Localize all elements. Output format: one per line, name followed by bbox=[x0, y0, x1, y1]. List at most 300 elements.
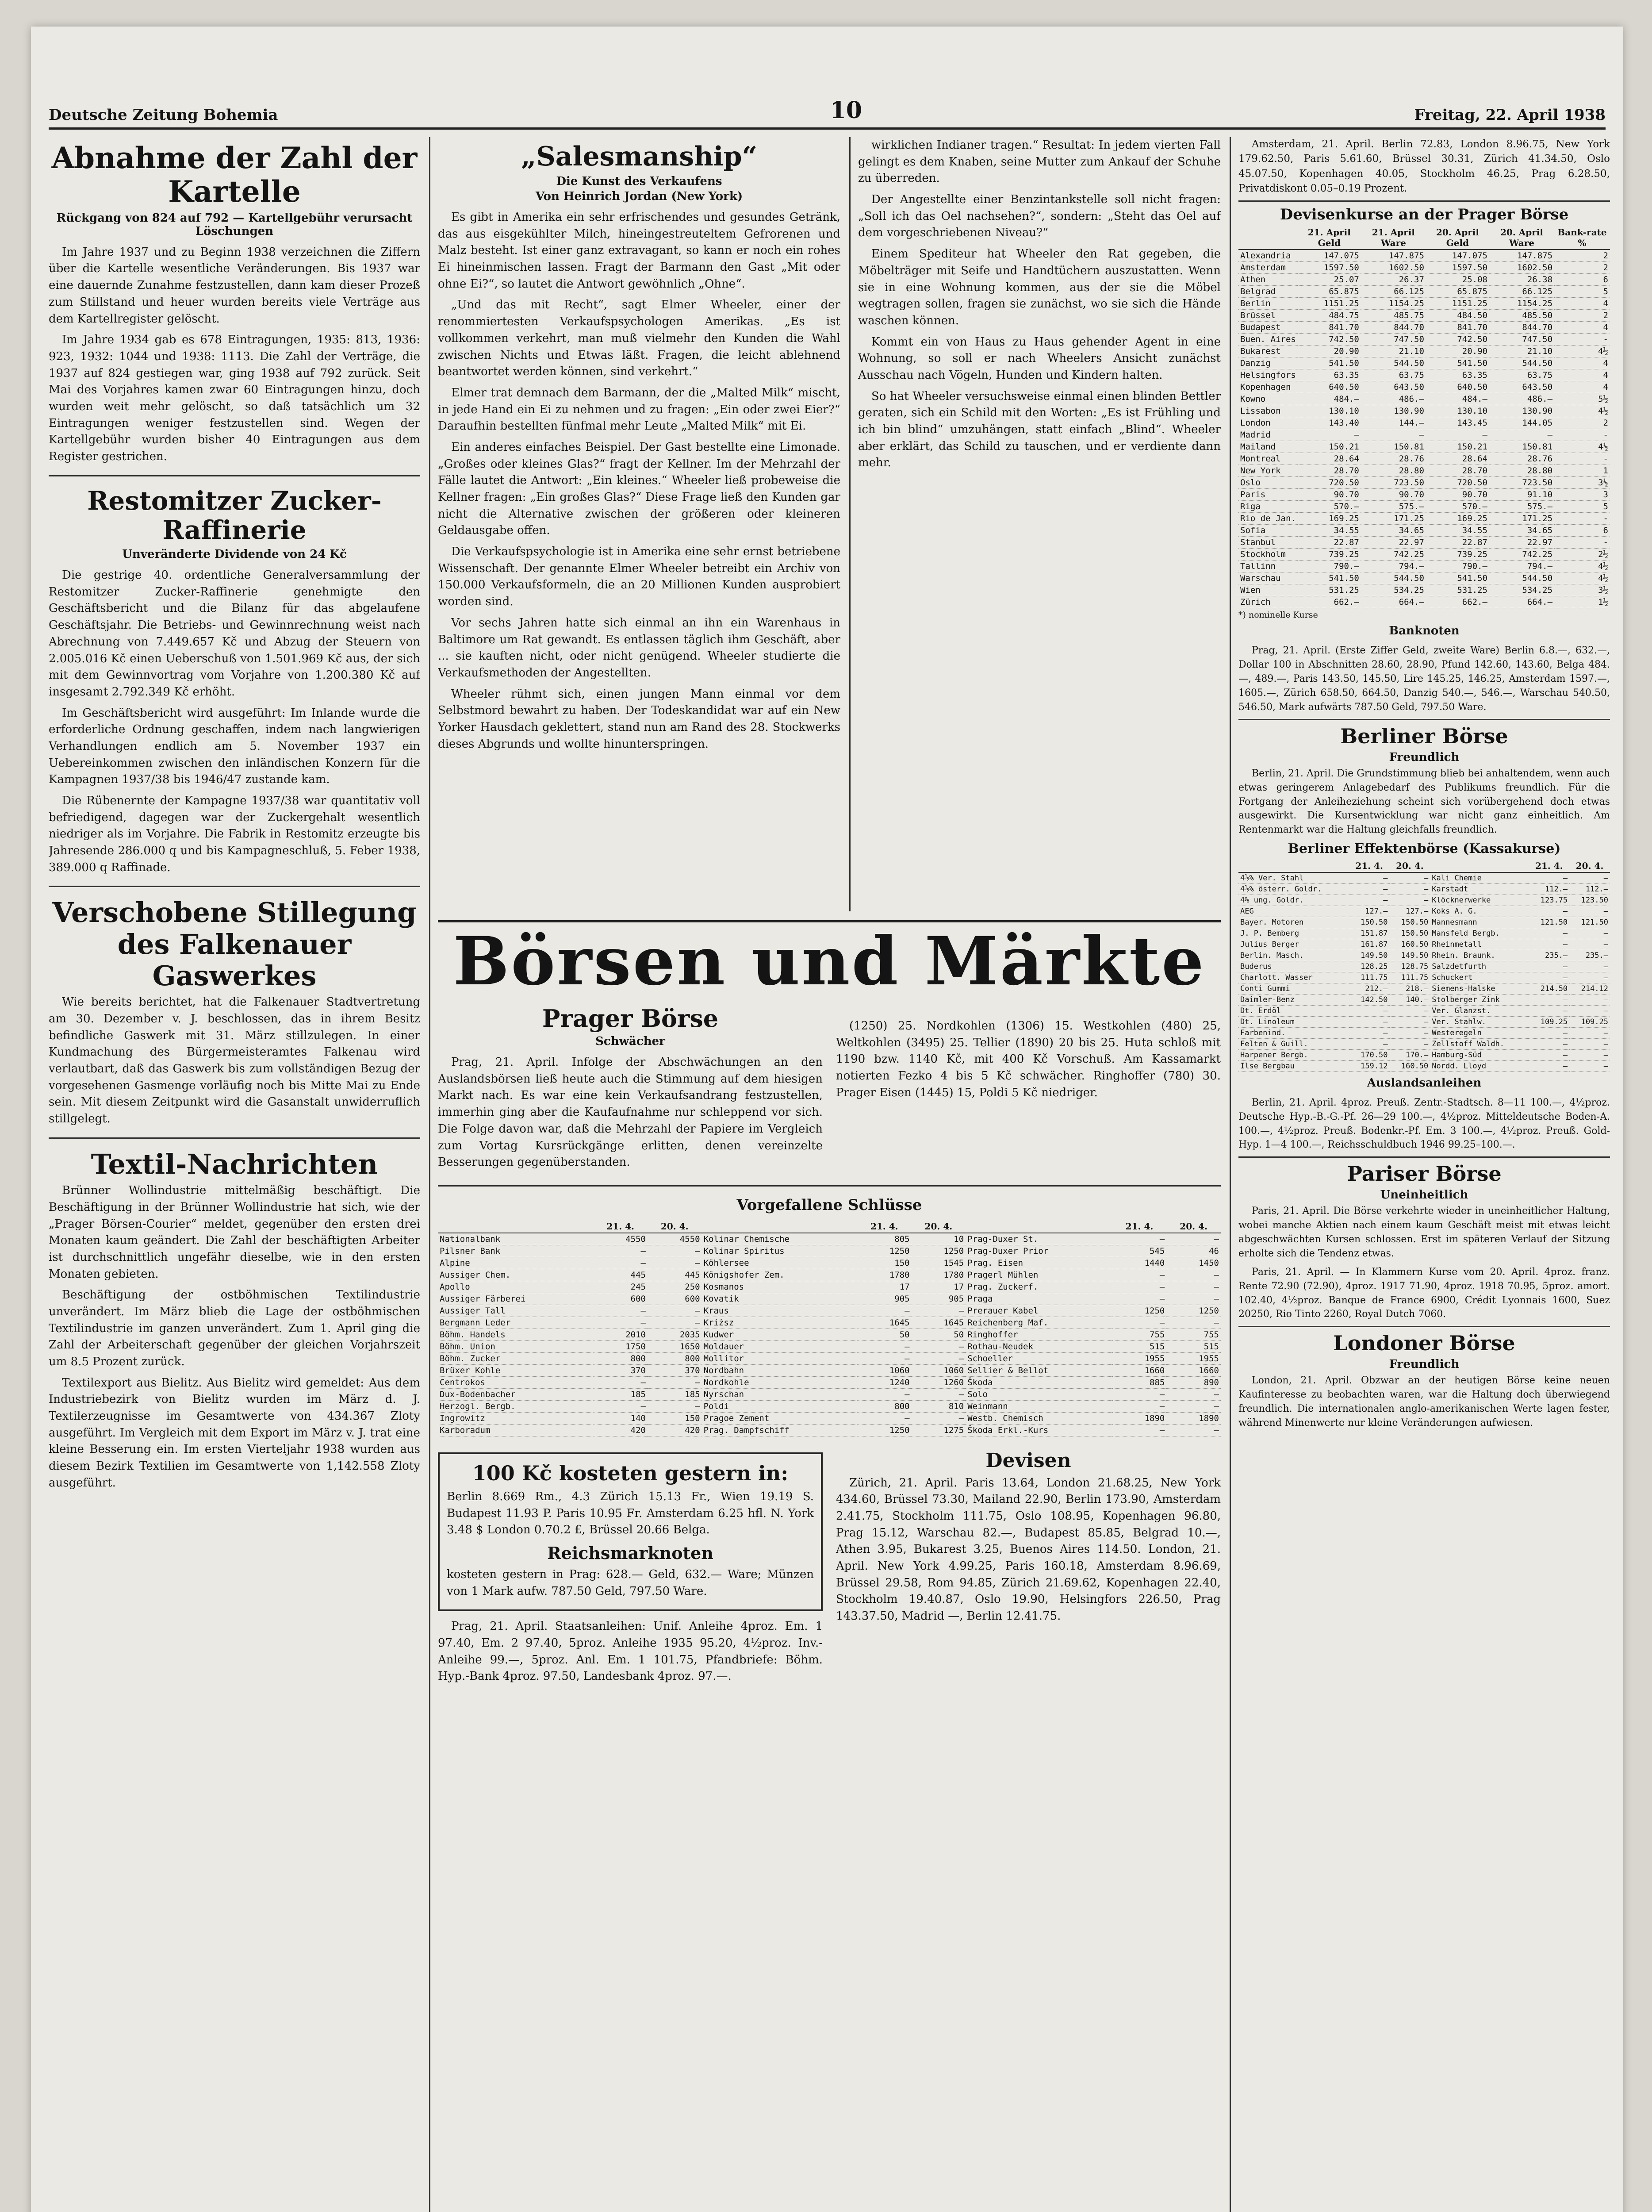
table-cell: 151.87 bbox=[1349, 928, 1390, 939]
table-cell: 1890 bbox=[1166, 1412, 1221, 1424]
table-cell: 794.— bbox=[1361, 561, 1426, 572]
table-cell: Centrokos bbox=[438, 1376, 593, 1388]
table-row bbox=[1238, 525, 1610, 537]
table-cell: Berlin. Masch. bbox=[1238, 950, 1349, 961]
table-cell: 1545 bbox=[912, 1257, 966, 1269]
table-header-cell bbox=[1238, 226, 1298, 250]
article-paragraph: Elmer trat demnach dem Barmann, der die „Malted Milk“ mischt, in jede Hand ein Ei zu nehmen und zu fragen: „Ein oder zwei Eier?“ Daraufhin bestellten fünfmal mehr Leute „Malted Milk“ mit Ei. bbox=[438, 386, 840, 433]
table-cell: Weinmann bbox=[966, 1400, 1112, 1412]
table-cell: 575.— bbox=[1361, 501, 1426, 513]
table-cell: 485.75 bbox=[1361, 310, 1426, 322]
table-cell: 1250 bbox=[857, 1424, 912, 1436]
page-number: 10 bbox=[830, 97, 862, 124]
table-cell: 544.50 bbox=[1489, 357, 1554, 369]
table-row bbox=[1238, 501, 1610, 513]
table-cell: 28.64 bbox=[1298, 453, 1361, 465]
table-cell: 4½ bbox=[1554, 572, 1610, 584]
table-cell: 790.— bbox=[1426, 561, 1489, 572]
table-cell: 742.50 bbox=[1426, 334, 1489, 346]
table-cell: — bbox=[857, 1412, 912, 1424]
table-cell: Kopenhagen bbox=[1238, 381, 1298, 393]
table-row bbox=[438, 1388, 1221, 1400]
table-cell: 28.80 bbox=[1489, 465, 1554, 477]
table-cell: Zellstoff Waldh. bbox=[1430, 1038, 1529, 1049]
table-cell: 1645 bbox=[857, 1317, 912, 1329]
table-cell: 2 bbox=[1554, 250, 1610, 262]
table-cell: Kali Chemie bbox=[1430, 872, 1529, 884]
table-cell: 723.50 bbox=[1361, 477, 1426, 489]
table-cell: 755 bbox=[1112, 1329, 1167, 1340]
article-headline: Pariser Börse bbox=[1347, 1162, 1502, 1186]
article-paragraph: Zürich, 21. April. Paris 13.64, London 21.68.25, New York 434.60, Brüssel 73.30, Mailand 22.90, Berlin 173.90, Amsterdam 2.41.75, Stockholm 111.75, Oslo 108.95, Kopenhagen 96.80, Prag 15.12, Warschau 82.—, Budapest 85.85, Belgrad 10.—, Athen 3.95, Bukarest 3.25, Buenos Aires 114.50. London, 21. April. New York 4.99.25, Paris 160.18, Amsterdam 8.96.69, Brüssel 29.58, Rom 94.85, Zürich 21.69.62, Kopenhagen 22.40, Stockholm 19.40.87, Oslo 19.90, Helsingfors 226.50, Prag 143.37.50, Madrid —, Berlin 12.41.75. bbox=[836, 1476, 1221, 1623]
table-cell: — bbox=[648, 1317, 702, 1329]
table-row bbox=[438, 1352, 1221, 1364]
table-cell: — bbox=[1349, 1038, 1390, 1049]
table-row bbox=[1238, 1016, 1610, 1027]
table-row bbox=[1238, 906, 1610, 917]
box-text: Berlin 8.669 Rm., 4.3 Zürich 15.13 Fr., Wien 19.19 S. Budapest 11.93 P. Paris 10.95 Fr. Amsterdam 6.25 hfl. N. York 3.48 $ London 0.70.2 £, Brüssel 20.66 Belga. bbox=[447, 1490, 814, 1537]
table-cell: Zürich bbox=[1238, 596, 1298, 608]
table-title: Vorgefallene Schlüsse bbox=[736, 1196, 922, 1214]
table-cell: 4 bbox=[1554, 298, 1610, 310]
table-cell: 250 bbox=[648, 1281, 702, 1293]
table-cell: 130.10 bbox=[1426, 405, 1489, 417]
table-cell: 844.70 bbox=[1489, 322, 1554, 334]
table-cell: Harpener Bergb. bbox=[1238, 1049, 1349, 1060]
table-cell: - bbox=[1554, 453, 1610, 465]
table-cell: 28.76 bbox=[1361, 453, 1426, 465]
article-paragraph: London, 21. April. Obzwar an der heutigen Börse keine neuen Kaufinteresse zu beobachten waren, war die Haltung doch überwiegend freundlich. Die internationalen anglo-amerikanischen Werte lagen fester, während Minenwerte nur kleine Veränderungen aufwiesen. bbox=[1238, 1375, 1610, 1429]
table-cell: — bbox=[1569, 928, 1610, 939]
table-cell: Kovatik bbox=[702, 1293, 857, 1305]
table-cell: 1645 bbox=[912, 1317, 966, 1329]
article-paragraph: Wie bereits berichtet, hat die Falkenauer Stadtvertretung am 30. Dezember v. J. beschlossen, das in ihrem Besitz befindliche Gaswerk mit 31. März stillzulegen. In einer Kundmachung des Bürgermeisteramtes Falkenau wird verlautbart, daß das Gaswerk bis zum vollständigen Bezug der vorgesehenen Gasmenge vorläufig noch bis Mitte Mai zu Ende sein. Mit diesem Zeitpunkt wird die Gasanstalt unwiderruflich stillgelegt. bbox=[49, 995, 420, 1126]
table-cell: 140.— bbox=[1390, 994, 1430, 1005]
table-cell: Ilse Bergbau bbox=[1238, 1060, 1349, 1071]
table-header-cell: 21. 4. bbox=[1112, 1220, 1167, 1233]
table-cell: Bayer. Motoren bbox=[1238, 917, 1349, 928]
table-cell: 3½ bbox=[1554, 584, 1610, 596]
table-cell: — bbox=[912, 1352, 966, 1364]
table-row bbox=[1238, 1060, 1610, 1071]
table-cell: 640.50 bbox=[1298, 381, 1361, 393]
table-cell: 25.08 bbox=[1426, 274, 1489, 286]
table-cell: 147.875 bbox=[1489, 250, 1554, 262]
table-cell: 4550 bbox=[648, 1233, 702, 1245]
table-cell: 235.— bbox=[1529, 950, 1569, 961]
table-header-cell: 20. 4. bbox=[912, 1220, 966, 1233]
table-cell: 1602.50 bbox=[1489, 262, 1554, 274]
article-paragraph: Amsterdam, 21. April. Berlin 72.83, London 8.96.75, New York 179.62.50, Paris 5.61.60, Brüssel 30.31, Zürich 41.34.50, Oslo 45.07.50, Kopenhagen 40.05, Stockholm 46.25, Prag 6.28.50, Privatdiskont 0.05–0.19 Prozent. bbox=[1238, 138, 1610, 195]
table-row bbox=[1238, 274, 1610, 286]
table-cell: 4% ung. Goldr. bbox=[1238, 895, 1349, 906]
table-cell: 22.97 bbox=[1361, 537, 1426, 549]
table-row bbox=[1238, 417, 1610, 429]
table-row bbox=[1238, 549, 1610, 561]
table-cell: 1250 bbox=[1112, 1305, 1167, 1317]
table-cell: 34.65 bbox=[1489, 525, 1554, 537]
divider bbox=[49, 475, 420, 476]
table-cell: 63.75 bbox=[1489, 369, 1554, 381]
table-row bbox=[1238, 872, 1610, 884]
table-header-cell: 20. 4. bbox=[1166, 1220, 1221, 1233]
table-cell: Kowno bbox=[1238, 393, 1298, 405]
table-cell: Riga bbox=[1238, 501, 1298, 513]
table-cell: 2 bbox=[1554, 262, 1610, 274]
table-cell: 905 bbox=[857, 1293, 912, 1305]
table-cell: 130.90 bbox=[1361, 405, 1426, 417]
table-cell: 1597.50 bbox=[1298, 262, 1361, 274]
table-cell: — bbox=[1390, 872, 1430, 884]
table-row bbox=[1238, 1049, 1610, 1060]
table-cell: — bbox=[1529, 1060, 1569, 1071]
article-paragraph: Die Rübenernte der Kampagne 1937/38 war quantitativ voll befriedigend, dagegen war der Zuckergehalt wesentlich niedriger als im Vorjahre. Die Fabrik in Restomitz erzeugte bis Jahresende 286.000 q und bis Kampagneschluß, 5. Feber 1938, 389.000 q Raffinade. bbox=[49, 794, 420, 874]
table-cell: 544.50 bbox=[1489, 572, 1554, 584]
table-cell: 161.87 bbox=[1349, 939, 1390, 950]
table-cell: Pragerl Mühlen bbox=[966, 1269, 1112, 1281]
table-cell: 486.— bbox=[1489, 393, 1554, 405]
table-cell: 723.50 bbox=[1489, 477, 1554, 489]
table-cell: 2½ bbox=[1554, 549, 1610, 561]
table-cell: Aussiger Färberei bbox=[438, 1293, 593, 1305]
table-cell: — bbox=[1569, 972, 1610, 983]
kc-rates-box bbox=[438, 1452, 823, 1611]
table-cell: 171.25 bbox=[1361, 513, 1426, 525]
table-cell: 2 bbox=[1554, 417, 1610, 429]
table-cell: 28.64 bbox=[1426, 453, 1489, 465]
table-cell: — bbox=[593, 1245, 648, 1257]
table-cell: — bbox=[1569, 1005, 1610, 1016]
table-cell: Nyrschan bbox=[702, 1388, 857, 1400]
table-cell: — bbox=[1390, 1016, 1430, 1027]
table-cell: 20.90 bbox=[1426, 346, 1489, 357]
table-cell: Böhm. Union bbox=[438, 1340, 593, 1352]
table-cell: Bergmann Leder bbox=[438, 1317, 593, 1329]
table-cell: 570.— bbox=[1426, 501, 1489, 513]
table-header-cell bbox=[966, 1220, 1112, 1233]
table-cell: 140 bbox=[593, 1412, 648, 1424]
table-row bbox=[1238, 453, 1610, 465]
table-row bbox=[1238, 917, 1610, 928]
table-cell: 66.125 bbox=[1361, 286, 1426, 298]
table-cell: 1440 bbox=[1112, 1257, 1167, 1269]
table-cell: — bbox=[912, 1340, 966, 1352]
table-cell: Kudwer bbox=[702, 1329, 857, 1340]
table-cell: Mansfeld Bergb. bbox=[1430, 928, 1529, 939]
table-cell: 534.25 bbox=[1489, 584, 1554, 596]
table-cell: — bbox=[648, 1305, 702, 1317]
table-cell: 1060 bbox=[857, 1364, 912, 1376]
table-cell: 128.75 bbox=[1390, 961, 1430, 972]
table-row bbox=[1238, 346, 1610, 357]
table-cell: 662.— bbox=[1426, 596, 1489, 608]
table-cell: — bbox=[1349, 895, 1390, 906]
table-cell: Koks A. G. bbox=[1430, 906, 1529, 917]
table-cell: 4½% österr. Goldr. bbox=[1238, 883, 1349, 895]
table-cell: — bbox=[1349, 1016, 1390, 1027]
table-cell: — bbox=[912, 1305, 966, 1317]
table-cell: Stanbul bbox=[1238, 537, 1298, 549]
table-cell: 1955 bbox=[1112, 1352, 1167, 1364]
table-cell: 26.37 bbox=[1361, 274, 1426, 286]
table-cell: — bbox=[1112, 1317, 1167, 1329]
table-cell: — bbox=[1569, 961, 1610, 972]
table-cell: 170.— bbox=[1390, 1049, 1430, 1060]
table-cell: 1250 bbox=[912, 1245, 966, 1257]
table-cell: 4 bbox=[1554, 357, 1610, 369]
table-cell: — bbox=[648, 1245, 702, 1257]
table-cell: 484.— bbox=[1426, 393, 1489, 405]
table-row bbox=[1238, 489, 1610, 501]
table-cell: 1780 bbox=[912, 1269, 966, 1281]
table-cell: — bbox=[1112, 1388, 1167, 1400]
table-cell: 214.12 bbox=[1569, 983, 1610, 994]
table-cell: 34.55 bbox=[1426, 525, 1489, 537]
table-header-cell bbox=[438, 1220, 593, 1233]
table-cell: 127.— bbox=[1390, 906, 1430, 917]
table-cell: — bbox=[857, 1388, 912, 1400]
table-cell: 1602.50 bbox=[1361, 262, 1426, 274]
table-header-row bbox=[438, 1220, 1221, 1233]
table-cell: — bbox=[1489, 429, 1554, 441]
table-cell: — bbox=[1112, 1269, 1167, 1281]
table-cell: — bbox=[1529, 1049, 1569, 1060]
table-cell: 50 bbox=[857, 1329, 912, 1340]
table-cell: 169.25 bbox=[1426, 513, 1489, 525]
table-cell: — bbox=[1349, 872, 1390, 884]
table-cell: 810 bbox=[912, 1400, 966, 1412]
table-cell: Dt. Erdöl bbox=[1238, 1005, 1349, 1016]
table-cell: — bbox=[1569, 1049, 1610, 1060]
table-cell: 147.075 bbox=[1298, 250, 1361, 262]
table-row bbox=[1238, 537, 1610, 549]
table-cell: 169.25 bbox=[1298, 513, 1361, 525]
table-cell: — bbox=[1529, 928, 1569, 939]
table-cell: 445 bbox=[593, 1269, 648, 1281]
table-row bbox=[1238, 950, 1610, 961]
table-cell: Prag. Eisen bbox=[966, 1257, 1112, 1269]
table-cell: 531.25 bbox=[1298, 584, 1361, 596]
table-cell: 25.07 bbox=[1298, 274, 1361, 286]
table-cell: 890 bbox=[1166, 1376, 1221, 1388]
table-row bbox=[1238, 972, 1610, 983]
table-cell: Karstadt bbox=[1430, 883, 1529, 895]
table-cell: — bbox=[1166, 1281, 1221, 1293]
table-cell: 1597.50 bbox=[1426, 262, 1489, 274]
table-cell: 128.25 bbox=[1349, 961, 1390, 972]
table-cell: 484.— bbox=[1298, 393, 1361, 405]
table-cell: Kraus bbox=[702, 1305, 857, 1317]
table-cell: 28.76 bbox=[1489, 453, 1554, 465]
table-cell: — bbox=[1112, 1424, 1167, 1436]
table-cell: 747.50 bbox=[1361, 334, 1426, 346]
table-cell: Montreal bbox=[1238, 453, 1298, 465]
table-cell: Charlott. Wasser bbox=[1238, 972, 1349, 983]
article-paragraph: Vor sechs Jahren hatte sich einmal an ihn ein Warenhaus in Baltimore um Rat gewandt. Es entlassen täglich ihm Geschäft, aber ... sie kauften nicht, oder nicht genügend. Wheeler studierte die Verkaufsmethoden der Angestellten. bbox=[438, 616, 840, 680]
table-cell: 4½ bbox=[1554, 346, 1610, 357]
table-cell: 150 bbox=[857, 1257, 912, 1269]
schluss-table bbox=[438, 1220, 1221, 1436]
column-2-continued bbox=[858, 137, 1221, 911]
table-cell: 534.25 bbox=[1361, 584, 1426, 596]
table-cell: Sellier & Bellot bbox=[966, 1364, 1112, 1376]
table-cell: Köhlersee bbox=[702, 1257, 857, 1269]
table-cell: — bbox=[648, 1400, 702, 1412]
table-cell: 841.70 bbox=[1298, 322, 1361, 334]
table-cell: Rhein. Braunk. bbox=[1430, 950, 1529, 961]
table-cell: Madrid bbox=[1238, 429, 1298, 441]
table-cell: 2035 bbox=[648, 1329, 702, 1340]
table-cell: — bbox=[1529, 1005, 1569, 1016]
table-cell: 1154.25 bbox=[1489, 298, 1554, 310]
table-cell: 22.87 bbox=[1298, 537, 1361, 549]
table-row bbox=[1238, 883, 1610, 895]
table-row bbox=[1238, 465, 1610, 477]
article-subheadline: Die Kunst des Verkaufens bbox=[556, 175, 722, 188]
table-cell: Stockholm bbox=[1238, 549, 1298, 561]
table-cell: 91.10 bbox=[1489, 489, 1554, 501]
table-header-cell bbox=[1238, 860, 1349, 872]
table-row bbox=[1238, 1005, 1610, 1016]
table-cell: — bbox=[1361, 429, 1426, 441]
table-cell: 6 bbox=[1554, 274, 1610, 286]
table-row bbox=[438, 1293, 1221, 1305]
table-header-row bbox=[1238, 226, 1610, 250]
box-subtitle: Reichsmarknoten bbox=[547, 1543, 713, 1563]
table-cell: 121.50 bbox=[1529, 917, 1569, 928]
table-cell: 805 bbox=[857, 1233, 912, 1245]
article-paragraph: Berlin, 21. April. Die Grundstimmung blieb bei anhaltendem, wenn auch etwas geringerem Anlagebedarf des Publikums freundlich. Für die Fortgang der Anleiheziehung scheint sich vorübergehend doch etwas ausgewirkt. Die Kursentwicklung war nicht ganz einheitlich. Am Rentenmarkt war die Haltung gleichfalls freundlich. bbox=[1238, 768, 1610, 836]
table-cell: 794.— bbox=[1489, 561, 1554, 572]
article-subheadline: Freundlich bbox=[1389, 750, 1460, 764]
table-cell: 1660 bbox=[1166, 1364, 1221, 1376]
table-cell: Mannesmann bbox=[1430, 917, 1529, 928]
section-banner: Börsen und Märkte bbox=[453, 922, 1206, 1000]
table-cell: London bbox=[1238, 417, 1298, 429]
table-cell: 1780 bbox=[857, 1269, 912, 1281]
table-cell: Oslo bbox=[1238, 477, 1298, 489]
table-cell: Paris bbox=[1238, 489, 1298, 501]
table-row bbox=[1238, 334, 1610, 346]
table-cell: 90.70 bbox=[1426, 489, 1489, 501]
table-header-cell: 21. April Geld bbox=[1298, 226, 1361, 250]
article-paragraph: wirklichen Indianer tragen.“ Resultat: In jedem vierten Fall gelingt es dem Knaben, seine Mutter zum Ankauf der Schuhe zu überreden. bbox=[858, 138, 1221, 185]
table-cell: 486.— bbox=[1361, 393, 1426, 405]
table-cell: — bbox=[1112, 1281, 1167, 1293]
table-row bbox=[438, 1269, 1221, 1281]
table-cell: — bbox=[1569, 939, 1610, 950]
divider bbox=[1238, 1326, 1610, 1327]
table-row bbox=[1238, 369, 1610, 381]
table-cell: 4½% Ver. Stahl bbox=[1238, 872, 1349, 884]
table-cell: 905 bbox=[912, 1293, 966, 1305]
table-cell: 144.05 bbox=[1489, 417, 1554, 429]
table-cell: 28.70 bbox=[1426, 465, 1489, 477]
article-paragraph: „Und das mit Recht“, sagt Elmer Wheeler, einer der renommiertesten Verkaufspsychologen Amerikas. „Es ist vollkommen verkehrt, man muß vielmehr den Kunden die Wahl zwischen Nichts und Etwas läßt. Fragen, die leicht ablehnend beantwortet werden können, sind verkehrt.“ bbox=[438, 298, 840, 379]
box-title: 100 Kč kosteten gestern in: bbox=[472, 1461, 789, 1485]
table-cell: 742.25 bbox=[1361, 549, 1426, 561]
table-cell: Belgrad bbox=[1238, 286, 1298, 298]
table-cell: Böhm. Zucker bbox=[438, 1352, 593, 1364]
table-cell: 159.12 bbox=[1349, 1060, 1390, 1071]
table-cell: — bbox=[1390, 1038, 1430, 1049]
table-cell: Stolberger Zink bbox=[1430, 994, 1529, 1005]
table-cell: Felten & Guill. bbox=[1238, 1038, 1349, 1049]
table-cell: Berlin bbox=[1238, 298, 1298, 310]
table-cell: 112.— bbox=[1569, 883, 1610, 895]
table-cell: 26.38 bbox=[1489, 274, 1554, 286]
table-cell: — bbox=[1390, 1005, 1430, 1016]
table-row bbox=[1238, 939, 1610, 950]
table-cell: 160.50 bbox=[1390, 939, 1430, 950]
table-cell: Karboradum bbox=[438, 1424, 593, 1436]
table-cell: — bbox=[593, 1400, 648, 1412]
table-cell: — bbox=[857, 1305, 912, 1317]
table-cell: 1250 bbox=[857, 1245, 912, 1257]
table-cell: Böhm. Handels bbox=[438, 1329, 593, 1340]
table-cell: 1½ bbox=[1554, 596, 1610, 608]
table-cell: 541.50 bbox=[1426, 572, 1489, 584]
table-cell: Schuckert bbox=[1430, 972, 1529, 983]
table-cell: - bbox=[1554, 429, 1610, 441]
table-cell: 22.97 bbox=[1489, 537, 1554, 549]
table-row bbox=[1238, 357, 1610, 369]
table-cell: 150.50 bbox=[1390, 917, 1430, 928]
table-cell: 484.75 bbox=[1298, 310, 1361, 322]
table-row bbox=[1238, 286, 1610, 298]
table-cell: 800 bbox=[648, 1352, 702, 1364]
table-cell: — bbox=[1529, 1038, 1569, 1049]
table-row bbox=[1238, 298, 1610, 310]
section-subtitle: Auslandsanleihen bbox=[1367, 1076, 1482, 1090]
column-2 bbox=[438, 137, 840, 911]
table-cell: 720.50 bbox=[1298, 477, 1361, 489]
table-cell: Solo bbox=[966, 1388, 1112, 1400]
table-cell: 485.50 bbox=[1489, 310, 1554, 322]
table-cell: Farbenind. bbox=[1238, 1027, 1349, 1038]
table-cell: 147.075 bbox=[1426, 250, 1489, 262]
table-cell: Rothau-Neudek bbox=[966, 1340, 1112, 1352]
table-cell: 214.50 bbox=[1529, 983, 1569, 994]
table-cell: — bbox=[593, 1376, 648, 1388]
table-row bbox=[1238, 1027, 1610, 1038]
table-cell: 171.25 bbox=[1489, 513, 1554, 525]
table-cell: Ver. Stahlw. bbox=[1430, 1016, 1529, 1027]
table-cell: Bukarest bbox=[1238, 346, 1298, 357]
table-cell: 1240 bbox=[857, 1376, 912, 1388]
table-cell: 739.25 bbox=[1426, 549, 1489, 561]
table-cell: Julius Berger bbox=[1238, 939, 1349, 950]
table-cell: Dt. Linoleum bbox=[1238, 1016, 1349, 1027]
divider bbox=[49, 1137, 420, 1139]
table-header-cell: 21. April Ware bbox=[1361, 226, 1426, 250]
table-cell: 1275 bbox=[912, 1424, 966, 1436]
table-cell: Brüssel bbox=[1238, 310, 1298, 322]
article-paragraph: Textilexport aus Bielitz. Aus Bielitz wird gemeldet: Aus dem Industriebezirk von Bielitz wurden im März d. J. Textilerzeugnisse im Gesamtwerte von 434.367 Zloty ausgeführt. Im Vergleich mit dem Export im März v. J. trat eine kleine Besserung ein. Im ersten Vierteljahr 1938 wurden aus diesem Bezirk Textilien im Gesamtwerte von 1,142.558 Zloty ausgeführt. bbox=[49, 1376, 420, 1490]
table-cell: — bbox=[1166, 1269, 1221, 1281]
table-row bbox=[1238, 596, 1610, 608]
table-cell: 5 bbox=[1554, 501, 1610, 513]
table-cell: Brüxer Kohle bbox=[438, 1364, 593, 1376]
table-cell: 17 bbox=[857, 1281, 912, 1293]
table-cell: 21.10 bbox=[1361, 346, 1426, 357]
table-cell: Mollitor bbox=[702, 1352, 857, 1364]
table-cell: 28.80 bbox=[1361, 465, 1426, 477]
table-cell: 841.70 bbox=[1426, 322, 1489, 334]
table-footnote: *) nominelle Kurse bbox=[1238, 610, 1318, 620]
table-cell: 541.50 bbox=[1298, 572, 1361, 584]
divider bbox=[1238, 1156, 1610, 1158]
